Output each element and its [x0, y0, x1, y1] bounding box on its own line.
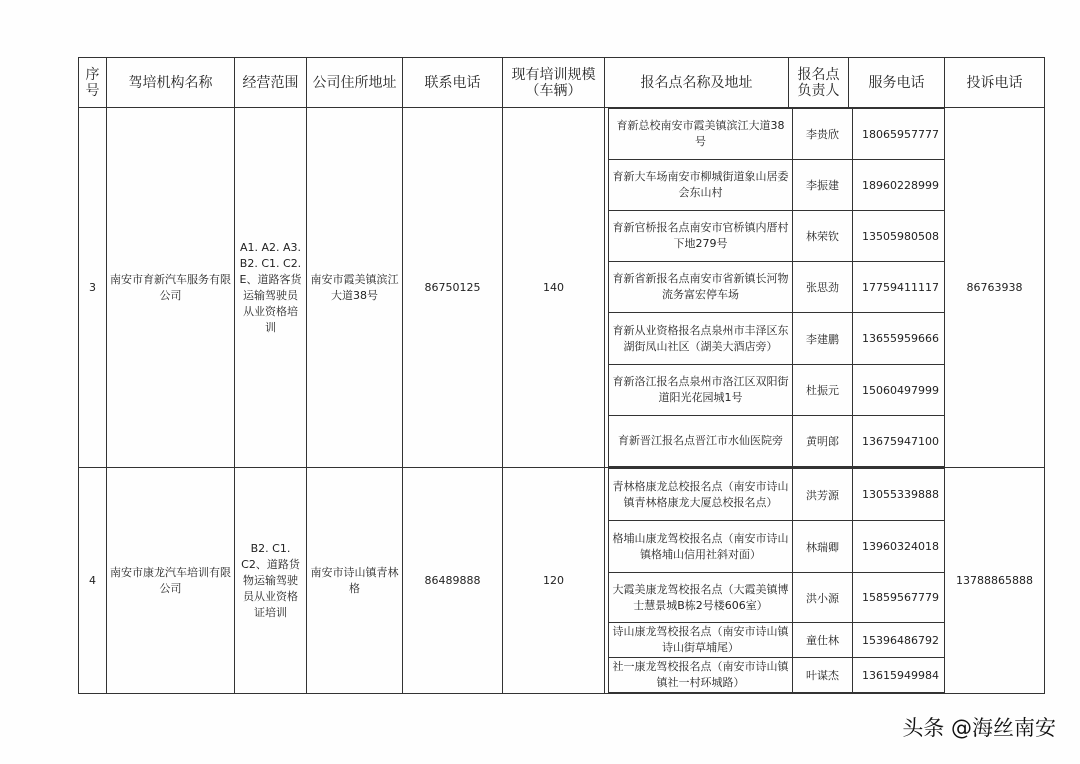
- site-phone: 18960228999: [853, 160, 945, 211]
- scope-cell: B2. C1. C2、道路货物运输驾驶员从业资格证培训: [235, 468, 307, 694]
- sites-table: [608, 108, 945, 467]
- site-phone: 15859567779: [853, 573, 945, 623]
- complaint-phone-cell: 86763938: [945, 108, 1045, 468]
- header-institution: 驾培机构名称: [107, 58, 235, 108]
- institution-cell: 南安市康龙汽车培训有限公司: [107, 468, 235, 694]
- site-row: [609, 211, 945, 262]
- site-row: [609, 313, 945, 365]
- sites-group: [605, 108, 945, 468]
- site-person: 林瑞卿: [793, 521, 853, 573]
- seq-cell: 4: [79, 468, 107, 694]
- site-row: [609, 109, 945, 160]
- driving-school-table: [78, 57, 1045, 694]
- scale-cell: 140: [503, 108, 605, 468]
- header-scale: 现有培训规模（车辆）: [503, 58, 605, 108]
- phone-cell: 86489888: [403, 468, 503, 694]
- site-phone: 15396486792: [853, 623, 945, 658]
- site-person: 李建鹏: [793, 313, 853, 365]
- site-person: 李振建: [793, 160, 853, 211]
- institution-cell: 南安市育新汽车服务有限公司: [107, 108, 235, 468]
- site-name: 育新洛江报名点泉州市洛江区双阳街道阳光花园城1号: [609, 365, 793, 416]
- header-scope: 经营范围: [235, 58, 307, 108]
- site-row: [609, 658, 945, 693]
- site-name: 大霞美康龙驾校报名点（大霞美镇博士慧景城B栋2号楼606室）: [609, 573, 793, 623]
- scale-cell: 120: [503, 468, 605, 694]
- site-name: 育新从业资格报名点泉州市丰泽区东湖街凤山社区（湖美大酒店旁）: [609, 313, 793, 365]
- header-service-phone: 服务电话: [849, 58, 945, 108]
- site-person: 张思劲: [793, 262, 853, 313]
- site-row: [609, 573, 945, 623]
- header-phone: 联系电话: [403, 58, 503, 108]
- phone-cell: 86750125: [403, 108, 503, 468]
- sites-table: [608, 468, 945, 693]
- site-name: 育新大车场南安市柳城街道象山居委会东山村: [609, 160, 793, 211]
- site-phone: 15060497999: [853, 365, 945, 416]
- seq-cell: 3: [79, 108, 107, 468]
- site-phone: 13655959666: [853, 313, 945, 365]
- header-site: 报名点名称及地址: [605, 58, 789, 108]
- address-cell: 南安市霞美镇滨江大道38号: [307, 108, 403, 468]
- site-person: 童仕林: [793, 623, 853, 658]
- watermark: 头条 @海丝南安: [902, 716, 1056, 740]
- site-name: 育新省新报名点南安市省新镇长河物流务富宏停车场: [609, 262, 793, 313]
- site-phone: 18065957777: [853, 109, 945, 160]
- site-row: [609, 469, 945, 521]
- site-person: 叶谋杰: [793, 658, 853, 693]
- site-person: 洪芳源: [793, 469, 853, 521]
- site-person: 洪小源: [793, 573, 853, 623]
- site-phone: 13675947100: [853, 416, 945, 467]
- site-name: 社一康龙驾校报名点（南安市诗山镇镇社一村环城路）: [609, 658, 793, 693]
- site-phone: 13960324018: [853, 521, 945, 573]
- header-complaint-phone: 投诉电话: [945, 58, 1045, 108]
- site-person: 李贵欣: [793, 109, 853, 160]
- complaint-phone-cell: 13788865888: [945, 468, 1045, 694]
- table-row: [79, 468, 1045, 694]
- sites-group: [605, 468, 945, 694]
- site-phone: 13055339888: [853, 469, 945, 521]
- site-person: 林荣钦: [793, 211, 853, 262]
- site-person: 杜振元: [793, 365, 853, 416]
- site-row: [609, 521, 945, 573]
- site-phone: 17759411117: [853, 262, 945, 313]
- site-phone: 13505980508: [853, 211, 945, 262]
- header-row: [79, 58, 1045, 108]
- site-phone: 13615949984: [853, 658, 945, 693]
- header-person: 报名点负责人: [789, 58, 849, 108]
- site-row: [609, 365, 945, 416]
- site-row: [609, 262, 945, 313]
- scope-cell: A1. A2. A3. B2. C1. C2. E、道路客货运输驾驶员从业资格培训: [235, 108, 307, 468]
- site-row: [609, 160, 945, 211]
- address-cell: 南安市诗山镇青林格: [307, 468, 403, 694]
- site-name: 育新晋江报名点晋江市水仙医院旁: [609, 416, 793, 467]
- site-name: 诗山康龙驾校报名点（南安市诗山镇诗山街草埔尾）: [609, 623, 793, 658]
- site-name: 育新官桥报名点南安市官桥镇内厝村下地279号: [609, 211, 793, 262]
- site-name: 格埔山康龙驾校报名点（南安市诗山镇格埔山信用社斜对面）: [609, 521, 793, 573]
- site-name: 育新总校南安市霞美镇滨江大道38号: [609, 109, 793, 160]
- table-row: [79, 108, 1045, 468]
- site-row: [609, 623, 945, 658]
- header-seq: 序号: [79, 58, 107, 108]
- site-name: 青林格康龙总校报名点（南安市诗山镇青林格康龙大厦总校报名点）: [609, 469, 793, 521]
- site-row: [609, 416, 945, 467]
- header-address: 公司住所地址: [307, 58, 403, 108]
- site-person: 黄明郎: [793, 416, 853, 467]
